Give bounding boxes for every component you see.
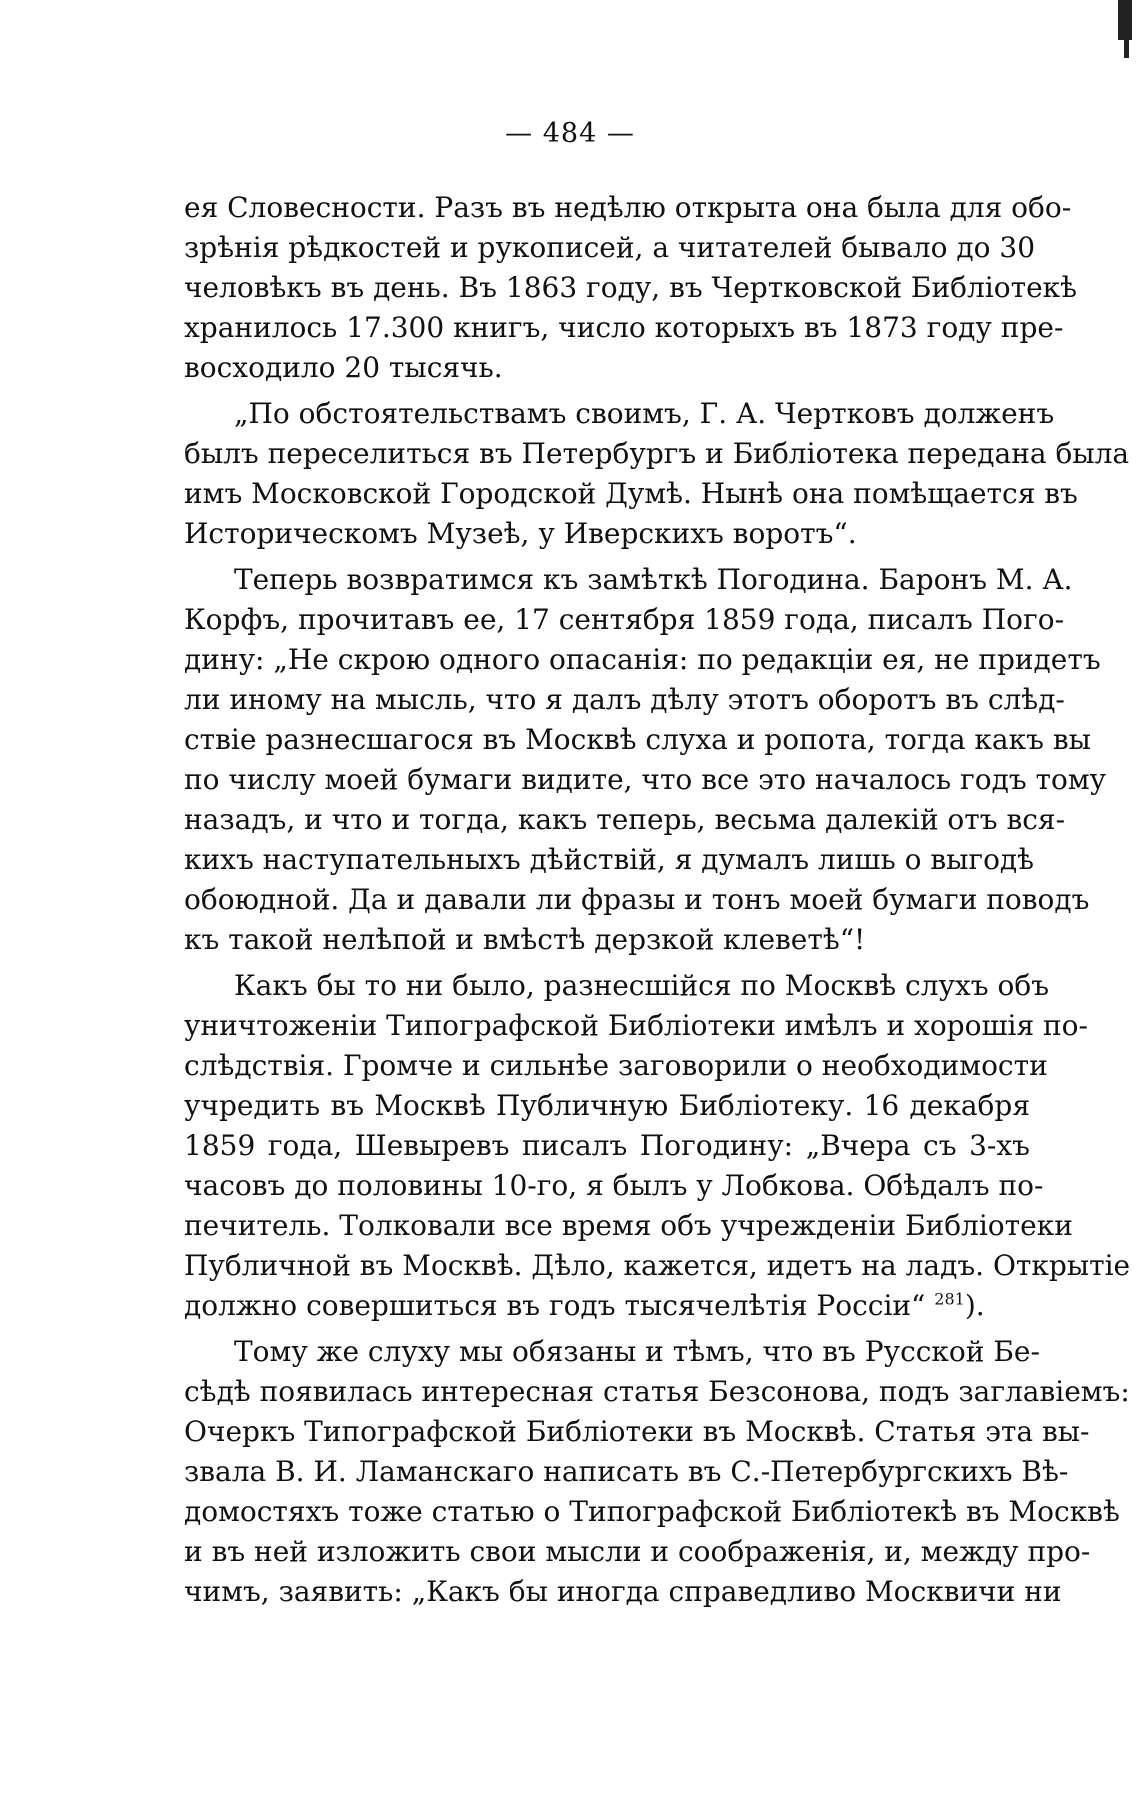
text-line: Корфъ, прочитавъ ее, 17 сентября 1859 года, писалъ Пого- <box>184 603 1065 636</box>
text-line: уничтоженіи Типографской Библіотеки имѣлъ и хорошія по- <box>184 1009 1088 1042</box>
text-line: ли иному на мысль, что я далъ дѣлу этотъ оборотъ въ слѣд- <box>184 683 1065 716</box>
text-line: Очеркъ Типографской Библіотеки въ Москвѣ. Статья эта вы- <box>184 1415 1090 1448</box>
paragraph-5 <box>184 1332 1130 1612</box>
text-line: зрѣнія рѣдкостей и рукописей, а читателей бывало до 30 <box>184 231 1036 264</box>
text-line: сѣдѣ появилась интересная статья Безсонова, подъ заглавіемъ: <box>184 1375 1130 1408</box>
text-line: хранилось 17.300 книгъ, число которыхъ въ 1873 году пре- <box>184 311 1064 344</box>
text-line: Историческомъ Музеѣ, у Иверскихъ воротъ“. <box>184 517 857 550</box>
paragraph-1 <box>184 188 1078 388</box>
page-number: — 484 — <box>505 118 635 149</box>
text-line: и въ ней изложить свои мысли и соображенія, и, между про- <box>184 1535 1091 1568</box>
text-line: къ такой нелѣпой и вмѣстѣ дерзкой клеветѣ“! <box>184 923 866 956</box>
scan-artifact-rule <box>1124 0 1129 58</box>
text-line: учредить въ Москвѣ Публичную Библіотеку. 16 декабря <box>184 1089 1030 1122</box>
text-line: дину: „Не скрою одного опасанія: по редакціи ея, не придетъ <box>184 643 1101 676</box>
text-line: восходило 20 тысячь. <box>184 351 503 384</box>
text-line: должно совершиться въ годъ тысячелѣтія Россіи“ <box>184 1289 926 1322</box>
text-body <box>184 188 1131 1612</box>
text-line: обоюдной. Да и давали ли фразы и тонъ моей бумаги поводъ <box>184 883 1090 916</box>
text-line: кихъ наступательныхъ дѣйствій, я думалъ лишь о выгодѣ <box>184 843 1035 876</box>
text-line: 1859 года, Шевыревъ писалъ Погодину: „Вчера съ 3-хъ <box>184 1129 1030 1162</box>
footnote-ref: 281 <box>934 1289 965 1309</box>
text-line: часовъ до половины 10-го, я былъ у Лобкова. Обѣдалъ по- <box>184 1169 1044 1202</box>
text-line: слѣдствія. Громче и сильнѣе заговорили о необходимости <box>184 1049 1048 1082</box>
text-line: назадъ, и что и тогда, какъ теперь, весьма далекій отъ вся- <box>184 803 1066 836</box>
text-line-with-footnote <box>184 1286 1030 1326</box>
text-line: звала В. И. Ламанскаго написать въ С.-Петербургскихъ Вѣ- <box>184 1455 1069 1488</box>
text-line: домостяхъ тоже статью о Типографской Библіотекѣ въ Москвѣ <box>184 1495 1120 1528</box>
text-line: Теперь возвратимся къ замѣткѣ Погодина. Баронъ М. А. <box>234 563 1073 596</box>
text-line: „По обстоятельствамъ своимъ, Г. А. Чертковъ долженъ <box>234 397 1055 430</box>
text-line: Публичной въ Москвѣ. Дѣло, кажется, идетъ на ладъ. Открытіе <box>184 1249 1131 1282</box>
text-line: ея Словесности. Разъ въ недѣлю открыта она была для обо- <box>184 191 1072 224</box>
text-line: былъ переселиться въ Петербургъ и Библіотека передана была <box>184 437 1130 470</box>
text-line: человѣкъ въ день. Въ 1863 году, въ Чертковской Библіотекѣ <box>184 271 1078 304</box>
text-line: по числу моей бумаги видите, что все это началось годъ тому <box>184 763 1107 796</box>
text-line: Какъ бы то ни было, разнесшійся по Москвѣ слухъ объ <box>234 969 1050 1002</box>
text-line: чимъ, заявить: „Какъ бы иногда справедливо Москвичи ни <box>184 1575 1062 1608</box>
paragraph-2 <box>184 394 1130 554</box>
footnote-close: ). <box>964 1289 985 1322</box>
text-line: ствіе разнесшагося въ Москвѣ слуха и ропота, тогда какъ вы <box>184 723 1091 756</box>
paragraph-4 <box>184 966 1131 1326</box>
text-line: печитель. Толковали все время объ учрежденіи Библіотеки <box>184 1209 1073 1242</box>
text-line: Тому же слуху мы обязаны и тѣмъ, что въ Русской Бе- <box>234 1335 1040 1368</box>
paragraph-3 <box>184 560 1107 960</box>
text-line: имъ Московской Городской Думѣ. Нынѣ она помѣщается въ <box>184 477 1078 510</box>
